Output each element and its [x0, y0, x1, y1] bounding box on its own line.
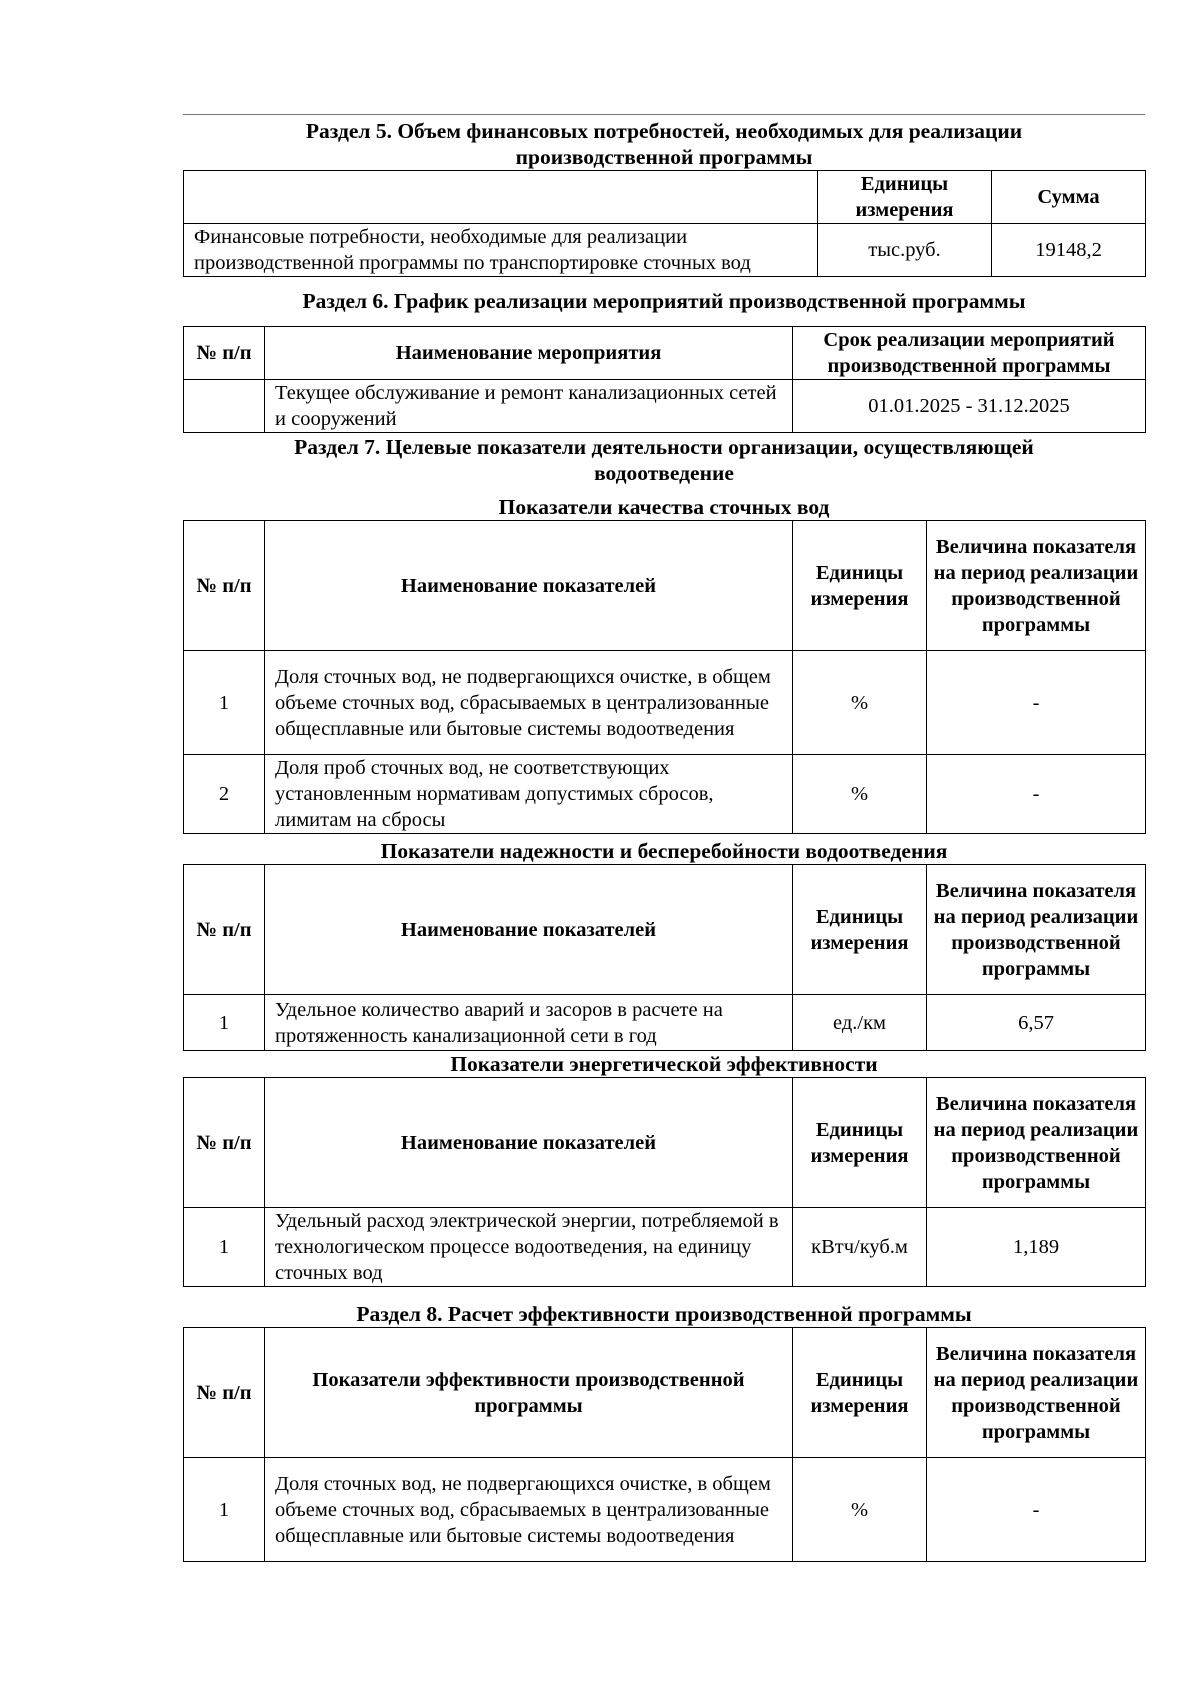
header-cell: № п/п [184, 1078, 265, 1208]
header-cell: № п/п [184, 327, 265, 380]
header-cell: Показатели эффективности производственной программы [265, 1328, 793, 1458]
header-cell [184, 171, 818, 224]
row-num: 1 [184, 1458, 265, 1562]
header-cell: Единицы измерения [793, 865, 927, 995]
row-name: Доля сточных вод, не подвергающихся очистке, в общем объеме сточных вод, сбрасываемых в централизованные общесплавные или бытовые системы водоотведения [265, 651, 793, 755]
section8-title: Раздел 8. Расчет эффективности производственной программы [356, 1302, 972, 1326]
reliability-table [183, 864, 1146, 1051]
row-period: 01.01.2025 - 31.12.2025 [793, 380, 1146, 433]
section7-title: Раздел 7. Целевые показатели деятельности организации, осуществляющей водоотведение [294, 435, 1034, 485]
table-header-row [184, 865, 1146, 995]
row-value: 6,57 [927, 995, 1146, 1051]
section6-table [183, 326, 1146, 433]
header-cell: Величина показателя на период реализации производственной программы [927, 521, 1146, 651]
row-name: Доля проб сточных вод, не соответствующих установленным нормативам допустимых сбросов, лимитам на сбросы [265, 755, 793, 834]
header-cell: № п/п [184, 521, 265, 651]
row-value: 1,189 [927, 1208, 1146, 1287]
table-row [184, 1458, 1146, 1562]
table-row [184, 1208, 1146, 1287]
row-unit: % [793, 1458, 927, 1562]
row-num: 1 [184, 995, 265, 1051]
table-row [184, 995, 1146, 1051]
table-header-row [184, 1328, 1146, 1458]
table-header-row [184, 1078, 1146, 1208]
row-value: - [927, 755, 1146, 834]
row-value: 19148,2 [992, 224, 1146, 277]
table-row [184, 224, 1146, 277]
row-value: - [927, 1458, 1146, 1562]
table-header-row [184, 327, 1146, 380]
row-name: Доля сточных вод, не подвергающихся очистке, в общем объеме сточных вод, сбрасываемых в централизованные общесплавные или бытовые системы водоотведения [265, 1458, 793, 1562]
row-name: Текущее обслуживание и ремонт канализационных сетей и сооружений [265, 380, 793, 433]
row-num [184, 380, 265, 433]
table-row [184, 651, 1146, 755]
row-unit: ед./км [793, 995, 927, 1051]
section8-table [183, 1327, 1146, 1562]
header-cell: Наименование показателей [265, 521, 793, 651]
table-header-row [184, 171, 1146, 224]
row-unit: тыс.руб. [818, 224, 992, 277]
row-num: 1 [184, 651, 265, 755]
section7 [183, 434, 1145, 1287]
quality-subtitle: Показатели качества сточных вод [498, 495, 830, 519]
section8 [183, 1301, 1145, 1562]
header-cell: Единицы измерения [793, 521, 927, 651]
reliability-subtitle: Показатели надежности и бесперебойности водоотведения [380, 839, 948, 863]
table-row [184, 755, 1146, 834]
header-cell: Сумма [992, 171, 1146, 224]
section5-title: Раздел 5. Объем финансовых потребностей, необходимых для реализации производственной программы [305, 119, 1023, 169]
section6 [183, 288, 1145, 433]
row-name: Финансовые потребности, необходимые для реализации производственной программы по транспортировке сточных вод [184, 224, 818, 277]
header-cell: Наименование показателей [265, 1078, 793, 1208]
section6-title: Раздел 6. График реализации мероприятий производственной программы [302, 289, 1026, 313]
table-header-row [184, 521, 1146, 651]
header-cell: Единицы измерения [793, 1328, 927, 1458]
row-unit: кВтч/куб.м [793, 1208, 927, 1287]
row-unit: % [793, 755, 927, 834]
row-value: - [927, 651, 1146, 755]
header-cell: Наименование показателей [265, 865, 793, 995]
header-cell: № п/п [184, 1328, 265, 1458]
energy-table [183, 1077, 1146, 1287]
header-cell: Наименование мероприятия [265, 327, 793, 380]
row-unit: % [793, 651, 927, 755]
section5-table [183, 170, 1146, 277]
row-name: Удельный расход электрической энергии, потребляемой в технологическом процессе водоотведения, на единицу сточных вод [265, 1208, 793, 1287]
row-num: 1 [184, 1208, 265, 1287]
header-cell: Единицы измерения [818, 171, 992, 224]
section5 [183, 118, 1145, 277]
header-cell: № п/п [184, 865, 265, 995]
header-cell: Единицы измерения [793, 1078, 927, 1208]
header-cell: Величина показателя на период реализации производственной программы [927, 1078, 1146, 1208]
row-name: Удельное количество аварий и засоров в расчете на протяженность канализационной сети в год [265, 995, 793, 1051]
top-rule [183, 114, 1145, 115]
header-cell: Величина показателя на период реализации производственной программы [927, 1328, 1146, 1458]
header-cell: Величина показателя на период реализации производственной программы [927, 865, 1146, 995]
table-row [184, 380, 1146, 433]
row-num: 2 [184, 755, 265, 834]
quality-table [183, 520, 1146, 834]
energy-subtitle: Показатели энергетической эффективности [450, 1052, 878, 1076]
header-cell: Срок реализации мероприятий производственной программы [793, 327, 1146, 380]
